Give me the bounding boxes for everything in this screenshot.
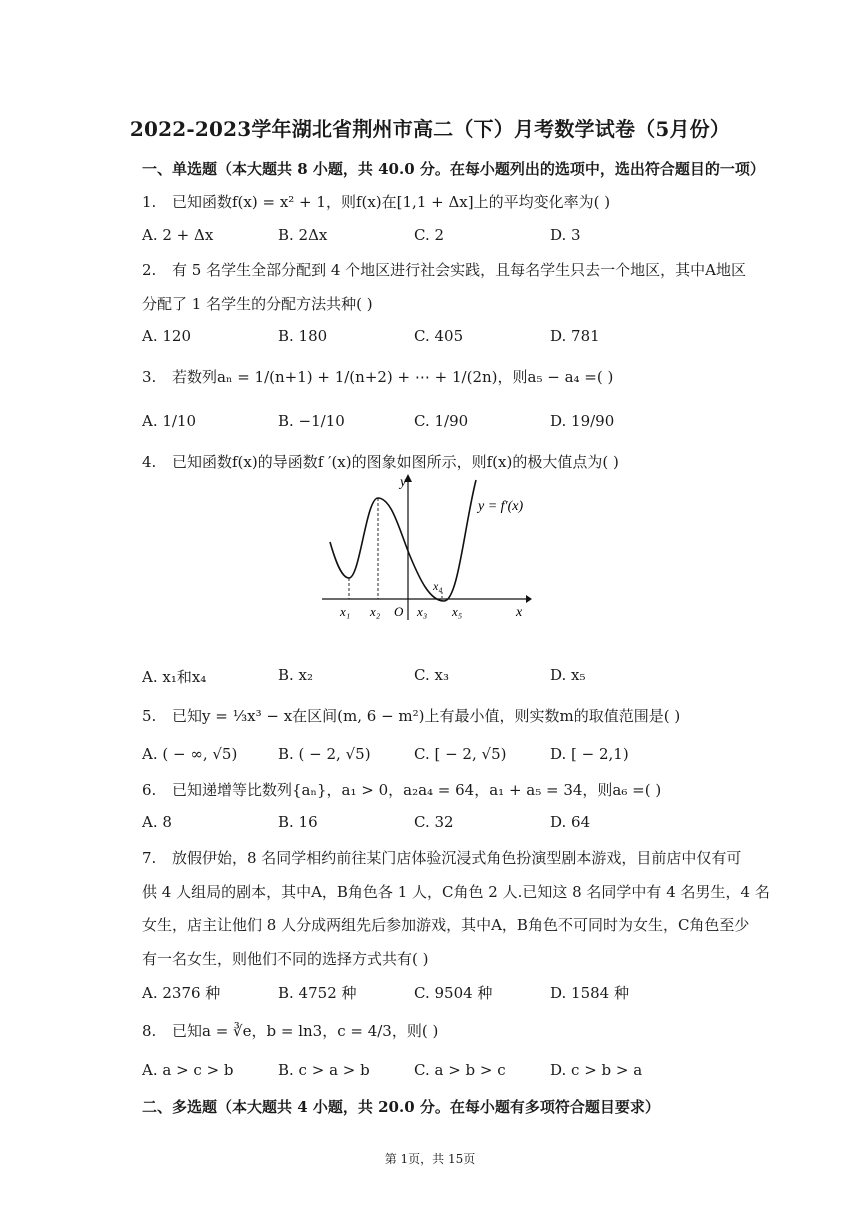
option-d[interactable]: D. x₅	[550, 666, 586, 684]
x4-label: x₄	[433, 579, 443, 593]
question-2-text: 有 5 名学生全部分配到 4 个地区进行社会实践，且每名学生只去一个地区，其中A地区	[172, 261, 746, 279]
question-3-line: 3. 若数列aₙ = 1/(n+1) + 1/(n+2) + ⋯ + 1/(2n)，则a₅ − a₄ =( )	[142, 368, 614, 386]
x2-label: x₂	[370, 604, 381, 619]
x-axis-arrow	[526, 595, 532, 603]
x1-label: x₁	[340, 604, 351, 619]
question-1-line: 1. 已知函数f(x) = x² + 1，则f(x)在[1,1 + Δx]上的平均变化率为( )	[142, 193, 611, 211]
question-7-line-3: 女生，店主让他们 8 人分成两组先后参加游戏，其中A，B角色不可同时为女生，C角色至少	[142, 916, 750, 934]
option-c[interactable]: C. [ − 2, √5)	[414, 745, 507, 763]
option-d[interactable]: D. 19/90	[550, 412, 615, 430]
option-a[interactable]: A. 8	[142, 813, 172, 831]
question-5-line: 5. 已知y = ⅓x³ − x在区间(m, 6 − m²)上有最小值，则实数m的取值范围是( )	[142, 707, 681, 725]
page-footer: 第 1页，共 15页	[384, 1152, 476, 1166]
option-a[interactable]: A. 2 + Δx	[142, 226, 214, 244]
option-b[interactable]: B. −1/10	[278, 412, 345, 430]
question-7-line: 7. 放假伊始，8 名同学相约前往某门店体验沉浸式角色扮演型剧本游戏，目前店中仅有可	[142, 849, 742, 867]
question-4-text: 已知函数f(x)的导函数f ′(x)的图象如图所示，则f(x)的极大值点为( )	[172, 453, 619, 471]
section-heading-multiple-choice: 二、多选题（本大题共 4 小题，共 20.0 分。在每小题有多项符合题目要求）	[142, 1098, 660, 1116]
derivative-graph-figure	[320, 468, 540, 628]
option-b[interactable]: B. c > a > b	[278, 1061, 370, 1079]
option-c[interactable]: C. x₃	[414, 666, 449, 684]
option-d[interactable]: D. 1584 种	[550, 984, 629, 1002]
option-b[interactable]: B. 2Δx	[278, 226, 328, 244]
option-a[interactable]: A. ( − ∞, √5)	[142, 745, 238, 763]
option-c[interactable]: C. 405	[414, 327, 464, 345]
origin-label: O	[394, 604, 404, 619]
question-4-line: 4. 已知函数f(x)的导函数f ′(x)的图象如图所示，则f(x)的极大值点为( )	[142, 453, 619, 471]
option-c[interactable]: C. 1/90	[414, 412, 469, 430]
derivative-curve	[330, 480, 476, 601]
question-5-text: 已知y = ⅓x³ − x在区间(m, 6 − m²)上有最小值，则实数m的取值范围是( )	[172, 707, 681, 725]
question-6-line: 6. 已知递增等比数列{aₙ}，a₁ > 0，a₂a₄ = 64，a₁ + a₅ = 34，则a₆ =( )	[142, 781, 662, 799]
x3-label: x₃	[417, 604, 428, 619]
option-d[interactable]: D. [ − 2,1)	[550, 745, 629, 763]
question-6-text: 已知递增等比数列{aₙ}，a₁ > 0，a₂a₄ = 64，a₁ + a₅ = 34，则a₆ =( )	[172, 781, 662, 799]
option-a[interactable]: A. 2376 种	[142, 984, 221, 1002]
option-c[interactable]: C. a > b > c	[414, 1061, 506, 1079]
y-axis-label: y	[400, 475, 407, 490]
question-1-text: 已知函数f(x) = x² + 1，则f(x)在[1,1 + Δx]上的平均变化率为( )	[172, 193, 611, 211]
question-8-text: 已知a = ∛e，b = ln3，c = 4/3，则( )	[172, 1022, 439, 1040]
question-2-line: 2. 有 5 名学生全部分配到 4 个地区进行社会实践，且每名学生只去一个地区，其中A地区	[142, 261, 746, 279]
option-d[interactable]: D. 781	[550, 327, 600, 345]
option-c[interactable]: C. 9504 种	[414, 984, 493, 1002]
option-a[interactable]: A. 120	[142, 327, 191, 345]
option-b[interactable]: B. 16	[278, 813, 318, 831]
option-b[interactable]: B. 4752 种	[278, 984, 357, 1002]
question-7-line-2: 供 4 人组局的剧本，其中A，B角色各 1 人，C角色 2 人.已知这 8 名同学中有 4 名男生，4 名	[142, 883, 770, 901]
question-7-text: 放假伊始，8 名同学相约前往某门店体验沉浸式角色扮演型剧本游戏，目前店中仅有可	[172, 849, 742, 867]
option-c[interactable]: C. 32	[414, 813, 454, 831]
question-7-line-4: 有一名女生，则他们不同的选择方式共有( )	[142, 950, 429, 968]
section-heading-single-choice: 一、单选题（本大题共 8 小题，共 40.0 分。在每小题列出的选项中，选出符合题目的一项）	[142, 160, 765, 178]
option-b[interactable]: B. 180	[278, 327, 328, 345]
option-a[interactable]: A. 1/10	[142, 412, 197, 430]
option-b[interactable]: B. x₂	[278, 666, 314, 684]
option-a[interactable]: A. a > c > b	[142, 1061, 234, 1079]
x-axis-label: x	[516, 605, 523, 620]
option-c[interactable]: C. 2	[414, 226, 445, 244]
question-2-line-2: 分配了 1 名学生的分配方法共种( )	[142, 295, 373, 313]
curve-label: y = f′(x)	[478, 499, 524, 514]
x5-label: x₅	[452, 604, 463, 619]
option-d[interactable]: D. c > b > a	[550, 1061, 643, 1079]
page-title: 2022-2023学年湖北省荆州市高二（下）月考数学试卷（5月份）	[129, 117, 731, 141]
option-d[interactable]: D. 3	[550, 226, 581, 244]
question-3-text: 若数列aₙ = 1/(n+1) + 1/(n+2) + ⋯ + 1/(2n)，则a₅ − a₄ =( )	[172, 368, 614, 386]
option-d[interactable]: D. 64	[550, 813, 591, 831]
question-8-line: 8. 已知a = ∛e，b = ln3，c = 4/3，则( )	[142, 1022, 439, 1040]
option-b[interactable]: B. ( − 2, √5)	[278, 745, 371, 763]
option-a[interactable]: A. x₁和x₄	[142, 668, 207, 686]
